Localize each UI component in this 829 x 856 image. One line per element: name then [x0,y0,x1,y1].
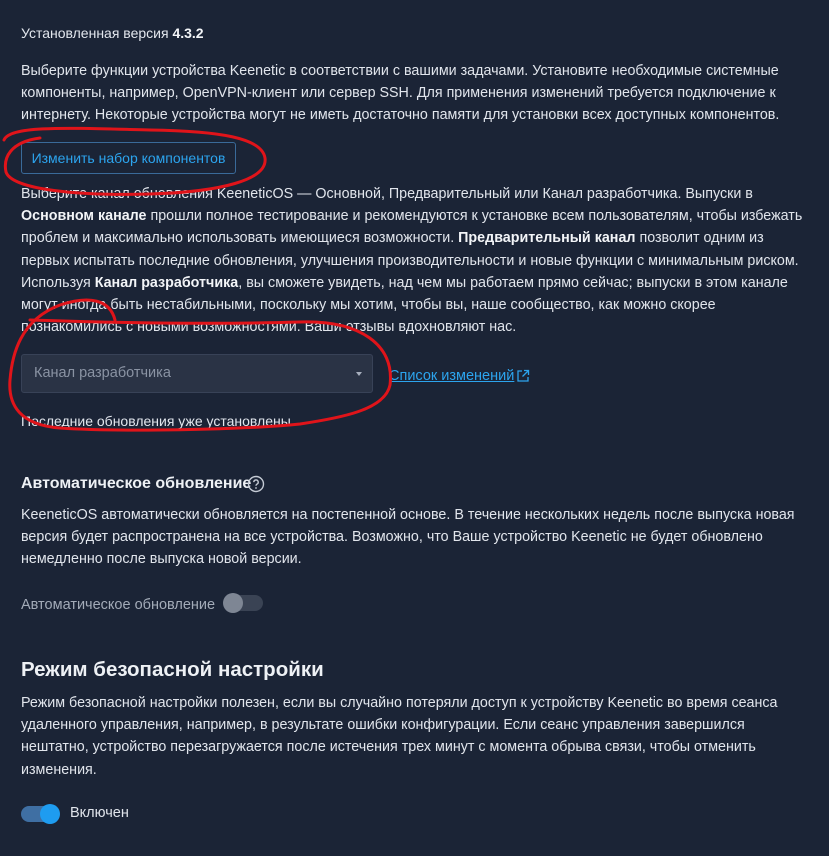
safe-mode-title: Режим безопасной настройки [21,658,324,681]
installed-version-value: 4.3.2 [172,25,204,41]
safe-mode-description: Режим безопасной настройки полезен, если вы случайно потеряли доступ к устройству Keenetic во время сеанса удаленного управления, например, в результате ошибки конфигурации. Если сеанс управления завершился нештатно, устройство перезагружается после истечения трех минут с момента обрыва связи, чтобы отменить изменения. [21,695,778,778]
update-channel-select[interactable] [21,354,373,393]
channel-dev-bold: Канал разработчика [94,274,239,291]
chevron-down-icon [356,372,362,376]
channel-preview-bold: Предварительный канал [458,230,636,247]
installed-version [21,22,204,44]
auto-update-description: KeeneticOS автоматически обновляется на постепенной основе. В течение нескольких недель после выпуска новая версия будет распространена на все устройства. Возможно, что Ваше устройство Keenetic не будет обновлено немедленно после выпуска новой версии. [21,507,795,568]
channel-text-1: Выберите канал обновления KeeneticOS — Основной, Предварительный или Канал разработчика. Выпуски в [21,186,753,202]
channel-text-2: прошли полное тестирование и рекомендуются к установке всем пользователям, чтобы избежать проблем и максимально использовать имеющиеся возможности. [21,208,803,247]
help-icon[interactable] [247,475,265,493]
toggle-knob [223,593,243,613]
channel-text-3: позволит одним из первых испытать последние обновления, улучшения производительности и новые функции с минимальным риском. Используя [21,230,799,291]
safe-mode-toggle[interactable] [21,806,59,822]
changelog-link[interactable]: Список изменений [389,368,515,384]
change-components-button[interactable]: Изменить набор компонентов [21,142,236,174]
channel-text-4: , вы сможете увидеть, над чем мы работаем прямо сейчас; выпуски в этом канале могут иногда быть нестабильными, поскольку мы хотим, чтобы вы, наше сообщество, как можно скорее познакомились с новыми возможностями. Ваши отзывы вдохновляют нас. [21,274,788,336]
channel-main-bold: Основном канале [21,208,147,225]
installed-version-label: Установленная версия [21,25,169,41]
update-status: Последние обновления уже установлены. [21,413,295,429]
components-description: Выберите функции устройства Keenetic в соответствии с вашими задачами. Установите необходимые системные компоненты, например, OpenVPN-клиент или сервер SSH. Для применения изменений требуется подключение к интернету. Некоторые устройства могут не иметь достаточно памяти для установки всех доступных компонентов. [21,63,780,124]
channel-description [21,183,811,338]
auto-update-toggle[interactable] [224,595,263,611]
external-link-icon[interactable] [516,369,530,383]
auto-update-title: Автоматическое обновление [21,475,252,492]
safe-mode-toggle-label: Включен [70,805,129,821]
auto-update-toggle-label: Автоматическое обновление [21,597,216,613]
toggle-knob [40,804,60,824]
update-channel-selected: Канал разработчика [34,365,171,381]
